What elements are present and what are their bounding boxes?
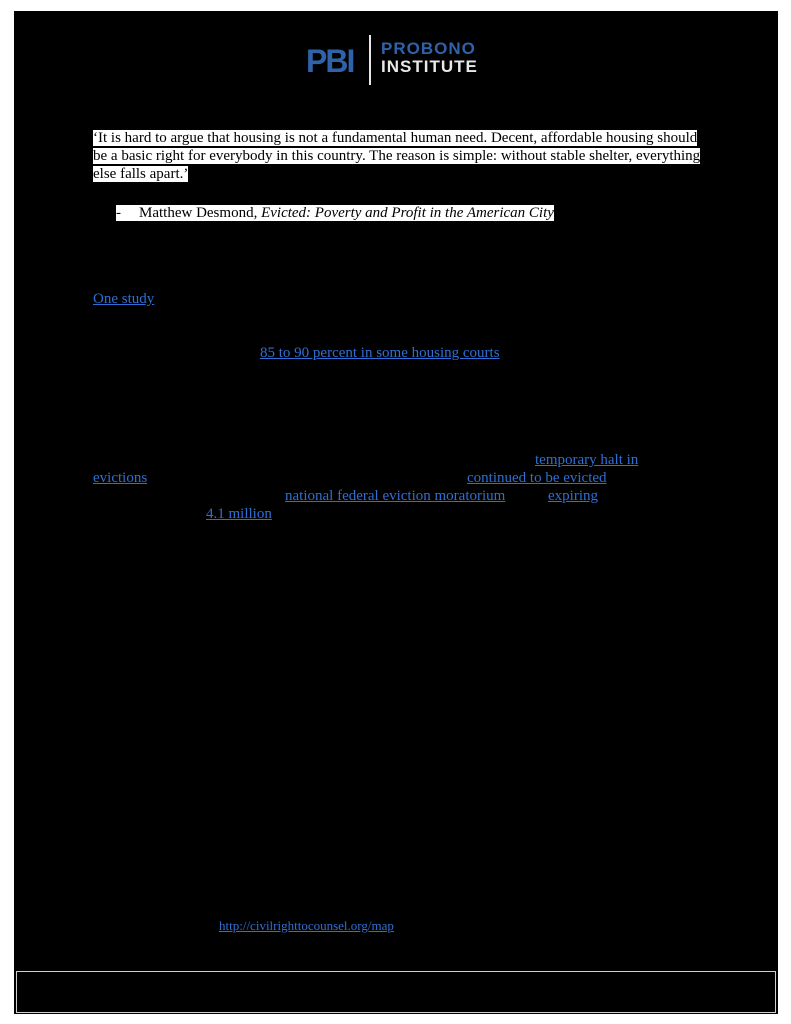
- attribution-dash: -: [116, 205, 121, 221]
- quote-text: ‘It is hard to argue that housing is not a fundamental human need. Decent, affordable housing should be a basic right for everybody in this country. The reason is simple: without stable shelter, everything else falls apart.’: [93, 130, 701, 182]
- attribution-author: Matthew Desmond,: [139, 205, 262, 221]
- document-page: [13, 10, 779, 1015]
- logo-divider: [369, 35, 371, 85]
- pbi-logo: [306, 35, 506, 87]
- logo-mark: PBI: [306, 43, 354, 79]
- logo-line-1: PROBONO: [381, 39, 476, 58]
- link-civil-right-to-counsel-map[interactable]: http://civilrighttocounsel.org/map: [219, 918, 394, 933]
- link-continued-evicted[interactable]: continued to be evicted: [467, 470, 607, 486]
- link-one-study[interactable]: One study: [93, 291, 155, 307]
- quote-block: [93, 129, 713, 183]
- attribution-book-title: Evicted: Poverty and Profit in the American City: [261, 205, 554, 221]
- link-temporary-halt[interactable]: temporary halt in: [535, 452, 639, 468]
- quote-attribution: [116, 204, 554, 222]
- link-expiring[interactable]: expiring: [548, 488, 598, 504]
- link-4-1-million[interactable]: 4.1 million: [206, 506, 272, 522]
- footer-box: [16, 971, 776, 1013]
- link-eviction-moratorium[interactable]: national federal eviction moratorium: [285, 488, 506, 504]
- logo-line-2: INSTITUTE: [381, 57, 478, 76]
- link-85-90-percent[interactable]: 85 to 90 percent in some housing courts: [260, 345, 500, 361]
- link-evictions[interactable]: evictions: [93, 470, 148, 486]
